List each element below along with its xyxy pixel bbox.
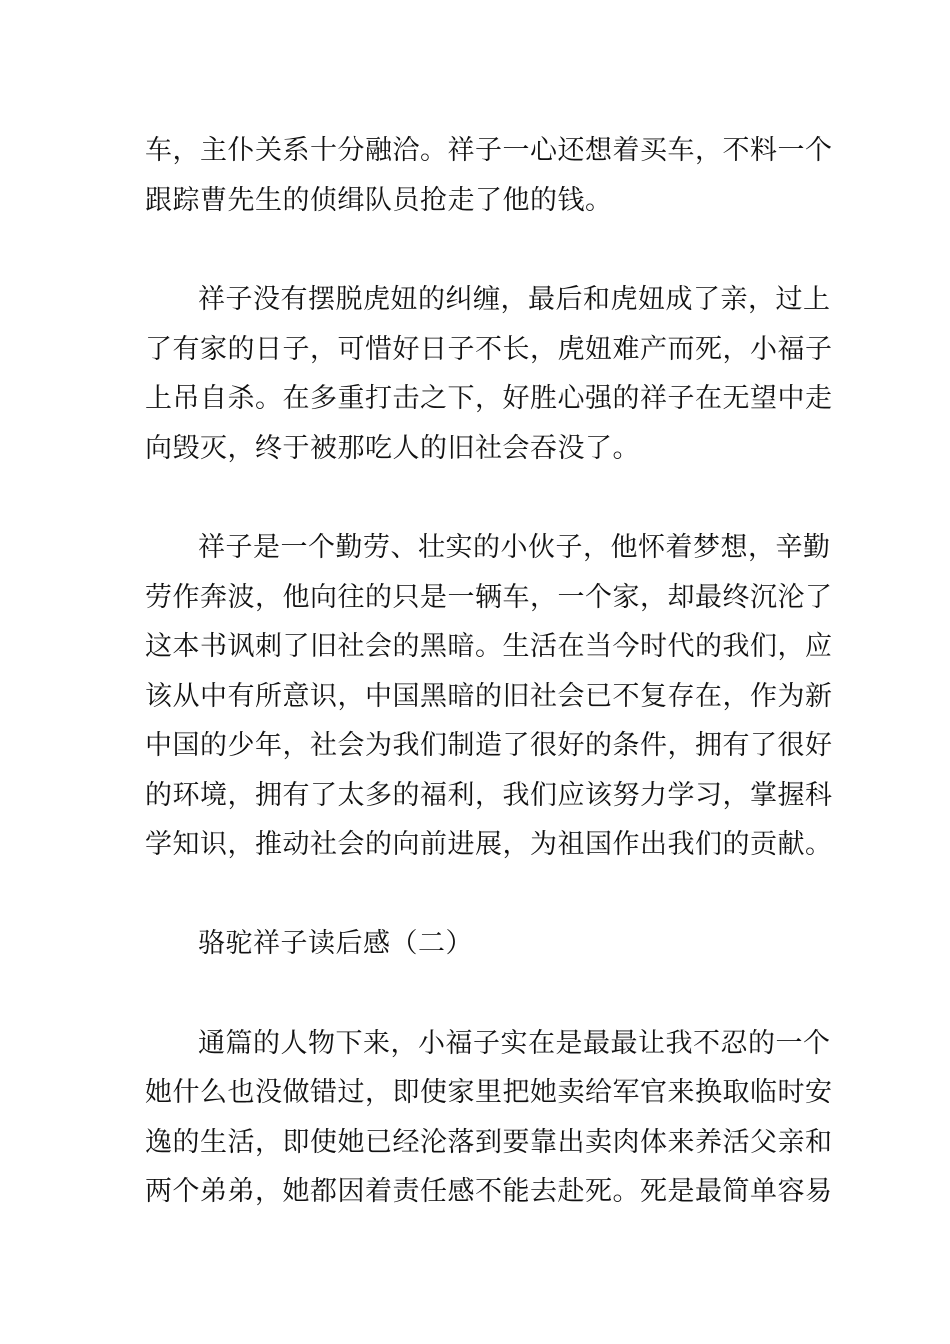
section-heading: 骆驼祥子读后感（二） <box>198 928 473 959</box>
paragraph-3-line-2: 劳作奔波，他向往的只是一辆车，一个家，却最终沉沦了 <box>145 582 833 613</box>
paragraph-5-line-1: 通篇的人物下来，小福子实在是最最让我不忍的一个 <box>198 1028 831 1059</box>
paragraph-2-line-1: 祥子没有摆脱虎妞的纠缠，最后和虎妞成了亲，过上 <box>198 284 831 315</box>
paragraph-3-line-4: 该从中有所意识，中国黑暗的旧社会已不复存在，作为新 <box>145 681 833 712</box>
paragraph-1-line-1: 车，主仆关系十分融洽。祥子一心还想着买车，不料一个 <box>145 135 833 166</box>
paragraph-2-line-3: 上吊自杀。在多重打击之下，好胜心强的祥子在无望中走 <box>145 383 833 414</box>
paragraph-3-line-5: 中国的少年，社会为我们制造了很好的条件，拥有了很好 <box>145 730 833 761</box>
paragraph-2-line-2: 了有家的日子，可惜好日子不长，虎妞难产而死，小福子 <box>145 334 833 365</box>
paragraph-3-line-3: 这本书讽刺了旧社会的黑暗。生活在当今时代的我们，应 <box>145 631 833 662</box>
paragraph-1-line-2: 跟踪曹先生的侦缉队员抢走了他的钱。 <box>145 185 613 216</box>
paragraph-3-line-7: 学知识，推动社会的向前进展，为祖国作出我们的贡献。 <box>145 829 833 860</box>
paragraph-5-line-4: 两个弟弟，她都因着责任感不能去赴死。死是最简单容易 <box>145 1176 833 1207</box>
paragraph-5-line-2: 她什么也没做错过，即使家里把她卖给军官来换取临时安 <box>145 1077 833 1108</box>
paragraph-5-line-3: 逸的生活，即使她已经沦落到要靠出卖肉体来养活父亲和 <box>145 1127 833 1158</box>
paragraph-2-line-4: 向毁灭，终于被那吃人的旧社会吞没了。 <box>145 433 640 464</box>
paragraph-3-line-6: 的环境，拥有了太多的福利，我们应该努力学习，掌握科 <box>145 780 833 811</box>
paragraph-3-line-1: 祥子是一个勤劳、壮实的小伙子，他怀着梦想，辛勤 <box>198 532 831 563</box>
